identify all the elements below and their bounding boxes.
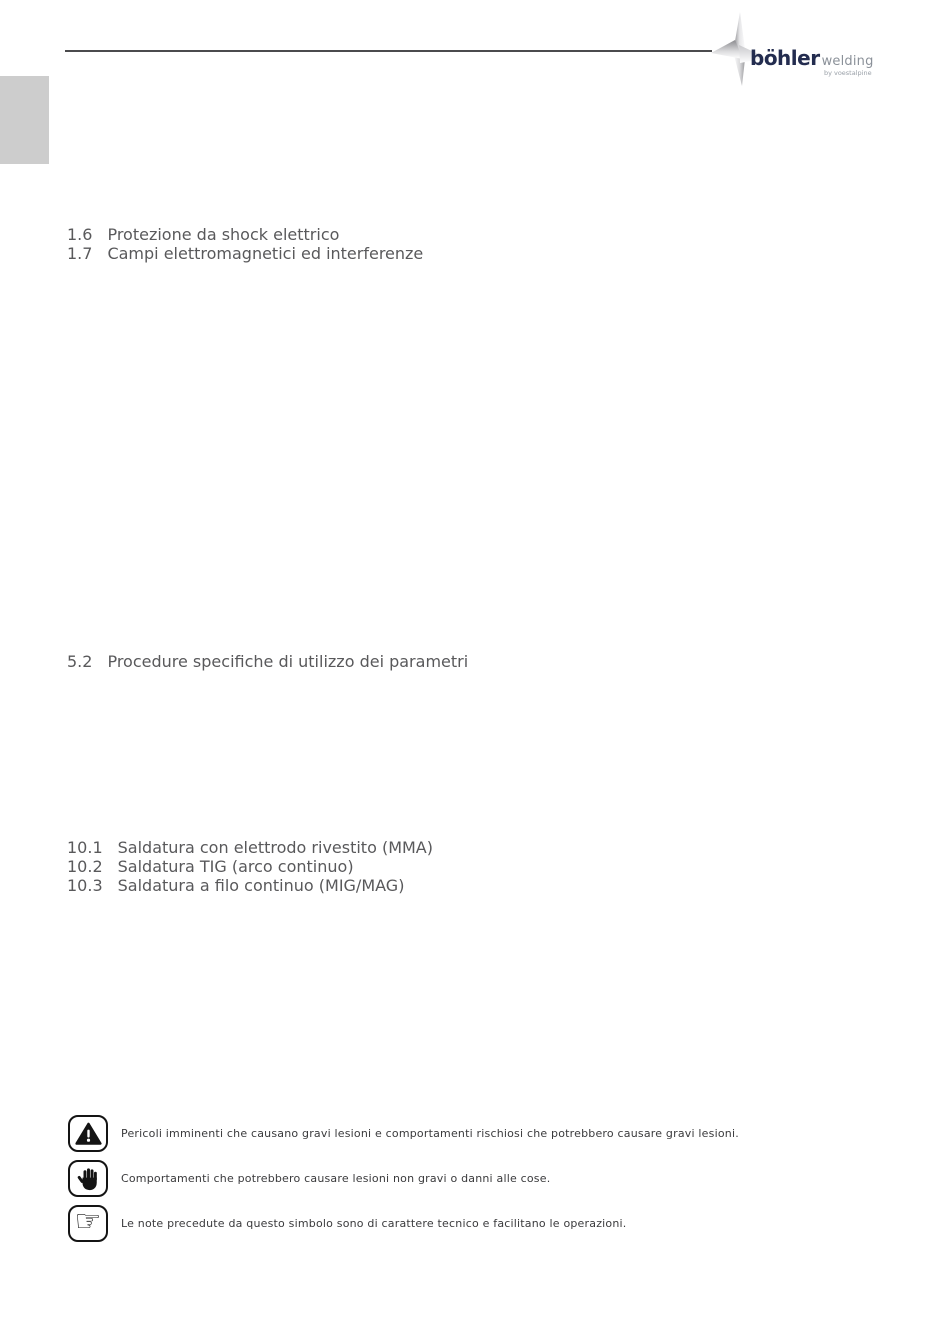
toc-item bbox=[67, 838, 433, 857]
toc-number: 10.2 bbox=[67, 857, 103, 876]
toc-label: Saldatura TIG (arco continuo) bbox=[117, 857, 354, 876]
warning-triangle-icon bbox=[68, 1115, 108, 1152]
toc-number: 5.2 bbox=[67, 652, 93, 671]
toc-number: 1.6 bbox=[67, 225, 93, 244]
legend-text: Pericoli imminenti che causano gravi lesioni e comportamenti rischiosi che potrebbero causare gravi lesioni. bbox=[121, 1127, 739, 1140]
toc-item bbox=[67, 652, 468, 671]
toc-group-1 bbox=[67, 225, 423, 263]
logo-suffix-text: welding bbox=[821, 54, 874, 69]
stop-hand-icon bbox=[68, 1160, 108, 1197]
legend-text: Le note precedute da questo simbolo sono di carattere tecnico e facilitano le operazioni. bbox=[121, 1217, 627, 1230]
legend-row-danger bbox=[68, 1115, 739, 1152]
pointing-hand-icon bbox=[68, 1205, 108, 1242]
toc-label: Saldatura con elettrodo rivestito (MMA) bbox=[117, 838, 433, 857]
toc-item bbox=[67, 876, 433, 895]
toc-number: 10.3 bbox=[67, 876, 103, 895]
toc-label: Protezione da shock elettrico bbox=[107, 225, 340, 244]
legend-row-caution bbox=[68, 1160, 550, 1197]
legend-row-note bbox=[68, 1205, 626, 1242]
legend-text: Comportamenti che potrebbero causare lesioni non gravi o danni alle cose. bbox=[121, 1172, 551, 1185]
header-rule bbox=[65, 50, 712, 52]
toc-label: Campi elettromagnetici ed interferenze bbox=[107, 244, 424, 263]
toc-label: Procedure specifiche di utilizzo dei parametri bbox=[107, 652, 469, 671]
page-margin-tab bbox=[0, 76, 49, 164]
logo-tagline-text: by voestalpine bbox=[823, 69, 872, 77]
pointing-hand-glyph: ☞ bbox=[74, 1203, 102, 1239]
toc-label: Saldatura a filo continuo (MIG/MAG) bbox=[117, 876, 405, 895]
toc-group-10 bbox=[67, 838, 433, 895]
toc-item bbox=[67, 225, 423, 244]
toc-item bbox=[67, 857, 433, 876]
logo-brand-text: böhler bbox=[750, 46, 820, 70]
toc-group-5 bbox=[67, 652, 468, 671]
toc-item bbox=[67, 244, 423, 263]
toc-number: 1.7 bbox=[67, 244, 93, 263]
toc-number: 10.1 bbox=[67, 838, 103, 857]
bohler-welding-logo bbox=[710, 10, 880, 90]
